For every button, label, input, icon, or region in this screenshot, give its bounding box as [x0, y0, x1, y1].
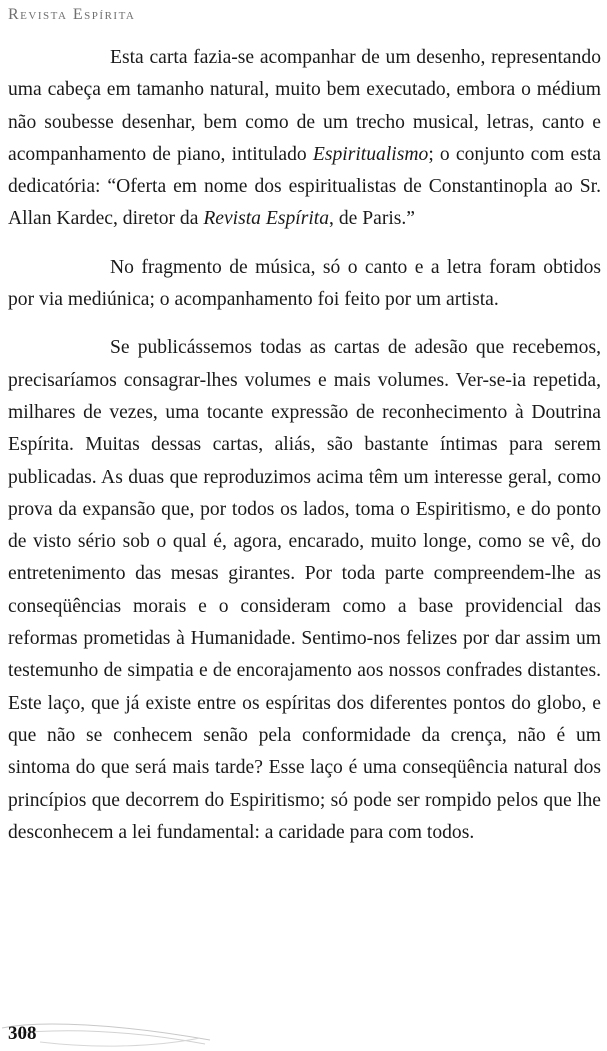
italic-title: Revista Espírita — [203, 208, 330, 230]
body-text — [8, 42, 601, 849]
paragraph — [8, 332, 601, 849]
italic-title: Espiritualismo — [312, 143, 429, 165]
paragraph — [8, 42, 601, 236]
text-run: ; o conjunto com esta dedicatória: “Oferta em nome dos espiritualistas de Constantinopla ao Sr. Allan Kardec, diretor da — [8, 143, 601, 230]
text-run: , de Paris.” — [329, 208, 416, 230]
running-header: Revista Espírita — [8, 6, 136, 23]
text-run: No fragmento de música, só o canto e a letra foram obtidos por via mediúnica; o acompanhamento foi feito por um artista. — [8, 256, 601, 311]
text-run: Se publicássemos todas as cartas de adesão que recebemos, precisaríamos consagrar-lhes volumes e mais volumes. Ver-se-ia repetida, milhares de vezes, uma tocante expressão de reconhecimento à Doutrina Espírita. Muitas dessas cartas, aliás, são bastante íntimas para serem publicadas. As duas que reproduzimos acima têm um interesse geral, como prova da expansão que, por todos os lados, toma o Espiritismo, e do ponto de visto sério sob o qual é, agora, encarado, muito longe, como se vê, do entretenimento das mesas girantes. Por toda parte compreendem-lhe as conseqüências morais e o consideram como a base providencial das reformas prometidas à Humanidade. Sentimo-nos felizes por dar assim um testemunho de simpatia e de encorajamento aos nossos confrades distantes. Este laço, que já existe entre os espíritas dos diferentes pontos do globo, e que não se conhecem senão pela conformidade da crença, não é um sintoma do que será mais tarde? Esse laço é uma conseqüência natural dos princípios que decorrem do Espiritismo; só pode ser rompido pelos que lhe desconhecem a lei fundamental: a caridade para com todos. — [8, 337, 601, 843]
page-number: 308 — [8, 1023, 37, 1044]
text-run: Esta carta fazia-se acompanhar de um desenho, representando uma cabeça em tamanho natural, muito bem executado, embora o médium não soubesse desenhar, bem como de um trecho musical, letras, canto e acompanhamento de piano, intitulado — [8, 47, 601, 165]
paragraph — [8, 252, 601, 317]
